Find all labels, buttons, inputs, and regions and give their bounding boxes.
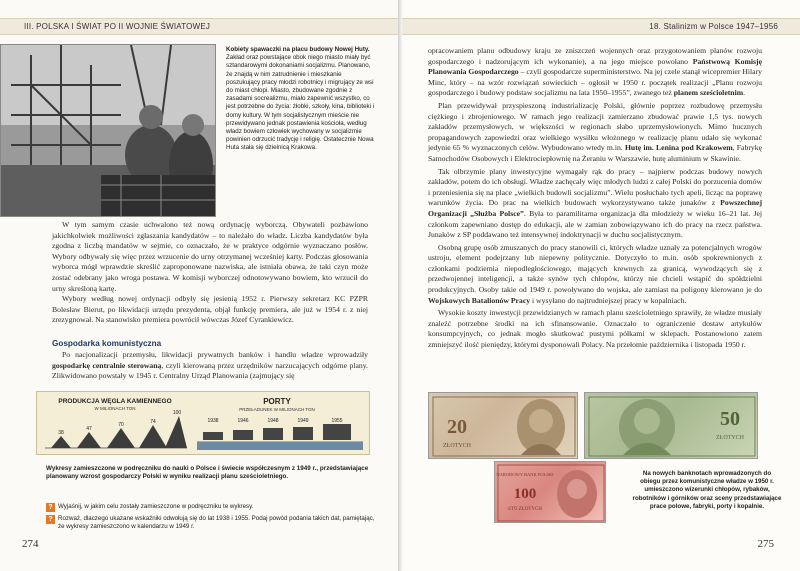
chapter-header: III. POLSKA I ŚWIAT PO II WOJNIE ŚWIATOWEJ — [0, 18, 400, 35]
banknote-currency: ZŁOTYCH — [716, 435, 744, 441]
banknote-denomination: 50 — [720, 408, 740, 430]
ports-year: 1948 — [267, 418, 279, 424]
banknote-caption: Na nowych banknotach wprowadzonych do obiegu przez komunistyczne władze w 1950 r. umieszczono wizerunki chłopów, rybaków, robotników i górników oraz sceny przedstawiające prace polowe, fabryki, porty i kopalnie. — [632, 470, 782, 510]
ports-year: 1946 — [237, 418, 249, 424]
page-number-right: 275 — [757, 538, 774, 550]
right-text-block — [428, 46, 762, 353]
coal-value: 100 — [172, 410, 182, 416]
page-number-left: 274 — [22, 538, 39, 550]
banknote-denomination: 100 — [513, 486, 537, 502]
question-2: ? Rozważ, dlaczego ukazane wskaźniki odwołują się do lat 1938 i 1955. Podaj powód podania takich dat, pamiętając, że wykresy zamieszczono w kalendarzu w 1949 r. — [46, 515, 376, 531]
coal-value: 74 — [150, 419, 156, 425]
coal-chart-subtitle: W MILIONACH TON — [94, 406, 136, 411]
section-subheading: Gospodarka komunistyczna — [52, 339, 162, 348]
question-icon: ? — [46, 503, 55, 512]
right-page — [402, 0, 800, 571]
ports-year: 1938 — [207, 418, 219, 424]
banknote-20 — [428, 392, 578, 459]
paragraph: Wysokie koszty inwestycji przewidzianych w ramach planu sześcioletniego sprawiły, że władze musiały znaleźć potrzebne środki na ich sfinansowanie. Oznaczało to ograniczenie dostaw artykułów konsumpcyjnych, co jednak mogło skutkować pustymi półkami w sklepach. Postanowiono zatem zmniejszyć ilość pieniędzy, którymi dysponowali Polacy. Na przełomie października i listopada 1950 r. — [428, 308, 762, 350]
ports-year: 1955 — [331, 418, 343, 424]
ports-chart-subtitle: PRZEŁADUNEK W MILIONACH TON — [239, 407, 315, 412]
banknote-50 — [584, 392, 758, 459]
left-text-block-2 — [52, 350, 368, 382]
banknote-currency: STO ZŁOTYCH — [508, 507, 542, 512]
photo-caption-body: Zakład oraz powstające obok niego miasto miały być sztandarowymi dokonaniami socjalizmu. Planowano, że znajdą w nim zatrudnienie i mieszkanie poszukujący pracy młodzi robotnicy i migrujący ze wsi do miast chłopi. Miasto, zbudowane zgodnie z zasadami socrealizmu, miało zapewnić wszystko, co jest potrzebne do życia: żłobki, szkoły, kina, biblioteki i domy kultury. W tym socjalistycznym mieście nie przewidywano jednak postawienia kościoła, według władz bowiem człowiek wychowany w socjalizmie powinien odrzucić tradycję i religię. Ostatecznie Nowa Huta stała się dzielnicą Krakowa. — [226, 54, 375, 152]
question-1: ? Wyjaśnij, w jakim celu zostały zamieszczone w podręczniku te wykresy. — [46, 503, 376, 511]
coal-value: 38 — [58, 430, 64, 436]
ports-year: 1949 — [297, 418, 309, 424]
chart-caption: Wykresy zamieszczone w podręczniku do nauki o Polsce i świecie współczesnym z 1949 r., przedstawiające planowany wzrost gospodarczy Polski w wyniku realizacji planu sześcioletniego. — [46, 465, 369, 481]
ports-chart-title: PORTY — [263, 397, 291, 406]
paragraph: Plan przewidywał przyspieszoną industrializację Polski, głównie poprzez rozbudowę przemysłu ciężkiego i zbrojeniowego. W ramach jego realizacji zamierzano zbudować prawie 1,5 tys. nowych zakładów przemysłowych, w większości w regionach słabo uprzemysłowionych. Mimo hucznych propagandowych zapowiedzi oraz wielkiego wysiłku włożonego w realizację planu udało się wykonać jedynie 65 % wyznaczonych celów. Wybudowano wtedy m.in. Hutę im. Lenina pod Krakowem, Fabrykę Samochodów Osobowych i Elektrociepłownię na Żeraniu w Warszawie, hutę aluminium w Skawinie. — [428, 100, 762, 163]
banknote-currency: ZŁOTYCH — [443, 443, 471, 449]
paragraph: W tym samym czasie uchwalono też nową ordynację wyborczą. Obywateli pozbawiono jakichkolwiek możliwości zgłaszania kandydatów – to należało do władz. Liczba kandydatów była zgodna z liczbą mandatów w sejmie, co oznaczało, że w praktyce odgórnie wyznaczano posłów. Wybory odbywały się więc przez wrzucenie do urny otrzymanej wcześniej karty. Podczas głosowania wyborca mógł wprawdzie skreślić zaproponowane nazwiska, ale istniała obawa, że taki czyn może zostać odebrany jako wroga postawa. W komisji wyborczej odnotowywano bowiem, kto wrzucił do urny skreśloną kartę. — [52, 220, 368, 293]
welders-photo — [0, 44, 216, 217]
banknote-denomination: 20 — [447, 416, 467, 438]
banknote-bank-name: NARODOWY BANK POLSKI — [496, 472, 554, 477]
photo-caption-title: Kobiety spawaczki na placu budowy Nowej Huty. — [226, 46, 370, 53]
coal-value: 47 — [86, 426, 92, 432]
section-header: 18. Stalinizm w Polsce 1947–1956 — [402, 18, 800, 35]
paragraph: Wybory według nowej ordynacji odbyły się jesienią 1952 r. Pierwszy sekretarz KC PZPR Bolesław Bierut, po likwidacji urzędu prezydenta, objął funkcję premiera, ale już w 1954 r. z niej zrezygnował. Na stanowisko premiera powrócił wówczas Józef Cyrankiewicz. — [52, 294, 368, 325]
paragraph: opracowaniem planu odbudowy kraju ze zniszczeń wojennych oraz przygotowaniem planów rozwoju gospodarczego i nadzorującym ich wykonanie), a na jego miejsce powołano Państwową Komisję Planowania Gospodarczego – czyli gospodarcze superministerstwo. Na jej czele stanął wicepremier Hilary Minc, który – na wzór rozwiązań sowieckich – ogłosił w 1950 r. początek realizacji „Planu rozwoju gospodarczego i budowy podstaw socjalizmu na lata 1950–1955”, zwanego też planem sześcioletnim. — [428, 46, 762, 98]
paragraph: Po nacjonalizacji przemysłu, likwidacji prywatnych banków i handlu władze wprowadziły gospodarkę centralnie sterowaną, czyli kierowaną przez urzędników narzucających odgórne plany. Zlikwidowano powstały w 1945 r. Centralny Urząd Planowania (zajmujący się — [52, 350, 368, 381]
propaganda-charts — [36, 391, 370, 455]
left-text-block — [52, 220, 368, 326]
coal-chart-title: PRODUKCJA WĘGLA KAMIENNEGO — [58, 398, 172, 405]
paragraph: Tak olbrzymie plany inwestycyjne wymagały rąk do pracy – najpierw podczas budowy nowych zakładów, potem do ich obsługi. Władze zachęcały więc młodych ludzi z całej Polski do porzucenia domów i przeniesienia się na place „wielkich budowli socjalizmu”. Wielu posłuchało tych apeli, licząc na poprawę warunków życia. Do prac na wielkich budowach wykorzystywano także junaków z Powszechnej Organizacji „Służba Polsce”. Była to paramilitarna organizacja dla młodzieży w wieku 16–21 lat. Jej członkom zapewniano dostęp do edukacji, ale w zamian zobowiązywano ich do pracy na rzecz państwa. Junaków z SP poddawano też intensywnej indoktrynacji w duchu socjalistycznym. — [428, 166, 762, 240]
banknote-100 — [494, 461, 606, 523]
coal-value: 70 — [118, 422, 124, 428]
paragraph: Osobną grupę osób zmuszanych do pracy stanowili ci, których władze uznały za potencjalnych wrogów ustroju, element podejrzany lub niepewny politycznie. Dotyczyło to m.in. osób spokrewnionych z członkami podziemia niepodległościowego, mających krewnych za granicą, wywodzących się z przedwojennej inteligencji, a także synów tych chłopów, którzy nie chcieli wstąpić do spółdzielni produkcyjnych. Osoby takie od 1949 r. powoływano do wojska, ale zamiast na poligony kierowano je do Wojskowych Batalionów Pracy i wysyłano do najtrudniejszej pracy w kopalniach. — [428, 242, 762, 305]
photo-caption — [226, 46, 376, 153]
question-icon: ? — [46, 515, 55, 524]
